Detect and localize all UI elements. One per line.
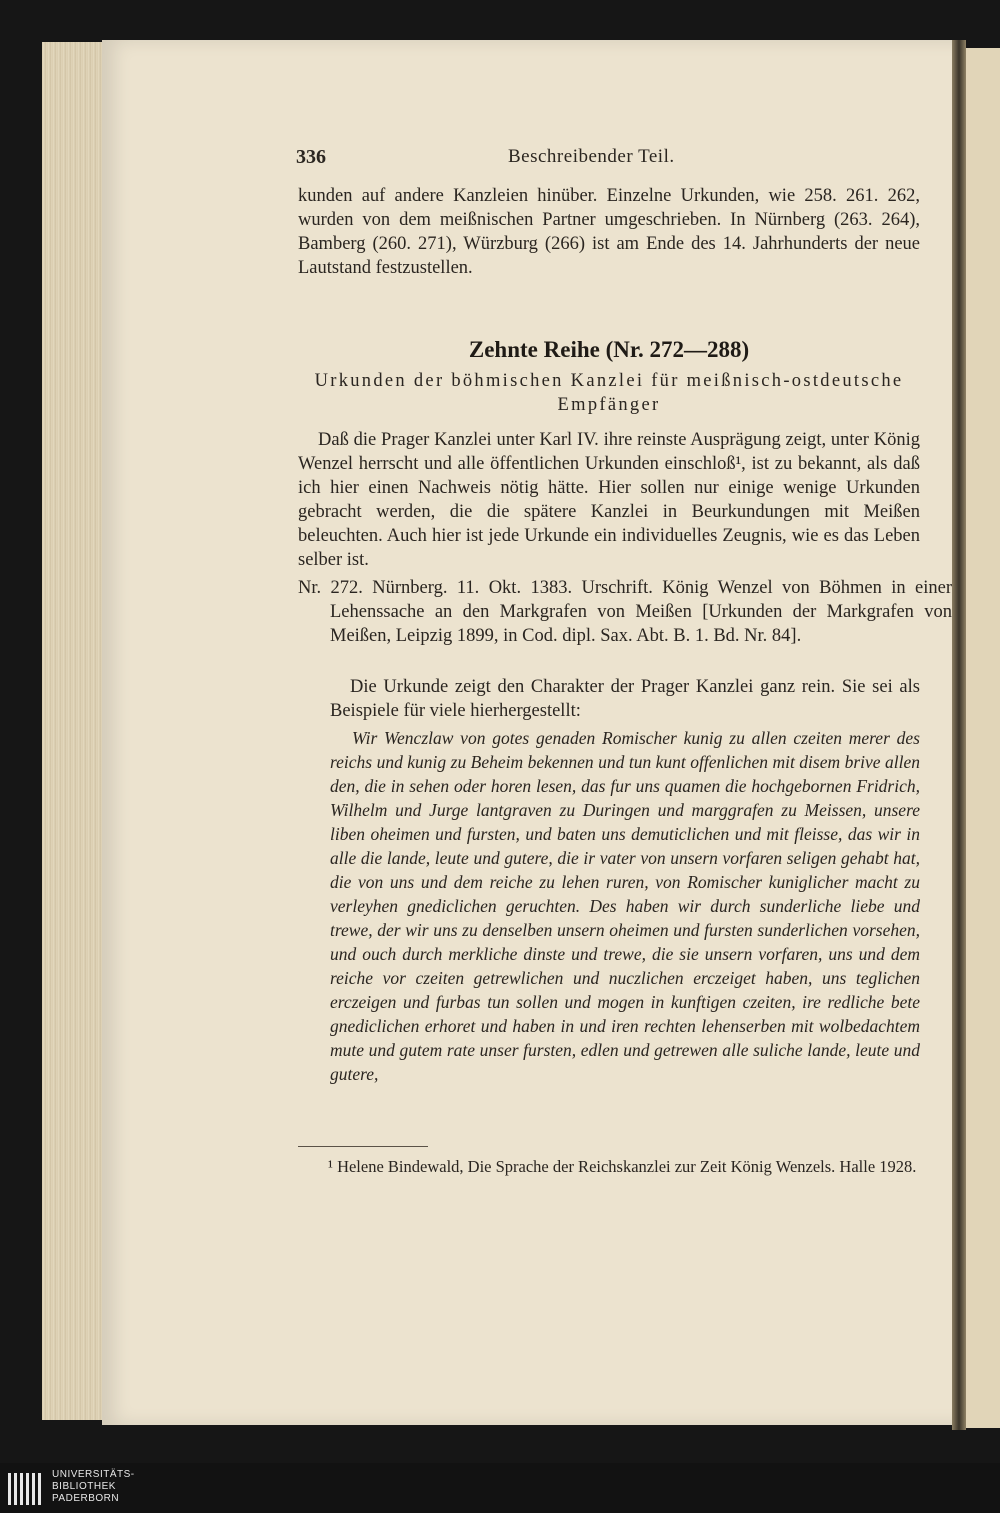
facing-page-edge [962,48,1000,1428]
page-edges [42,42,104,1420]
page-number: 336 [296,146,326,168]
library-name-line-3: PADERBORN [52,1493,120,1504]
section-title: Zehnte Reihe (Nr. 272—288) [468,337,750,362]
running-head: Beschreibender Teil. [508,146,675,167]
book-gutter [952,40,966,1430]
paragraph-continuation: kunden auf andere Kanzleien hinüber. Einzelne Urkunden, wie 258. 261. 262, wurden von dem meißnischen Partner umgeschrieben. In Nürnberg (263. 264), Bamberg (260. 271), Würzburg (266) ist am Ende des 14. Jahrhunderts der neue Lautstand festzustellen. [298,186,920,278]
paragraph-comment: Die Urkunde zeigt den Charakter der Prager Kanzlei ganz rein. Sie sei als Beispiele für viele hierhergestellt: [330,677,920,721]
document-quote: Wir Wenczlaw von gotes genaden Romischer kunig zu allen czeiten merer des reichs und kunig zu Beheim bekennen und tun kunt offenlichen mit disem brive allen den, die in sehen oder horen lesen, das fur uns quamen die hochgebornen Fridrich, Wilhelm und Jurge lantgraven zu Duringen und marggrafen zu Meissen, unsere liben oheimen und fursten, und baten uns demuticlichen und mit fleisse, das wir in alle die lande, leute und gutere, die ir vater von unsern vorfaren seligen gehabt hat, die von uns und dem reiche zu lehen ruren, von Romischer kuniglicher macht zu verleyhen gnediclichen geruchten. Des haben wir durch sunderliche liebe und trewe, der wir uns zu denselben unsern oheimen und fursten sunderlichen vorsehen, und ouch durch merkliche dinste und trewe, die sie unsern vorfaren, uns und dem reiche vor czeiten getrewlichen und nuczlichen erczeiget haben, uns teglichen erczeigen und furbas tun sollen und mogen in kunftigen czeiten, ire redliche bete gnediclichen erhoret und haben in und iren rechten lehenserben mit wolbedachtem mute und gutem rate unser fursten, edlen und getrewen alle suliche lande, leute und gutere, [330,728,920,1084]
entry-272: Nr. 272. Nürnberg. 11. Okt. 1383. Urschrift. König Wenzel von Böhmen in einer Lehenssache an den Markgrafen von Meißen [Urkunden der Markgrafen von Meißen, Leipzig 1899, in Cod. dipl. Sax. Abt. B. 1. Bd. Nr. 84]. [298,578,952,646]
footnote-rule [298,1146,428,1147]
page-header [296,146,926,174]
library-name-line-2: BIBLIOTHEK [52,1481,116,1492]
paragraph-intro: Daß die Prager Kanzlei unter Karl IV. ihre reinste Ausprägung zeigt, unter König Wenzel herrscht und alle öffentlichen Urkunden einschloß¹, ist zu bekannt, als daß ich hier einen Nachweis nötig hätte. Hier sollen nur einige wenige Urkunden gebracht werden, die die spätere Kanzlei in Beurkundungen mit Meißen beleuchten. Auch hier ist jede Urkunde ein individuelles Zeugnis, wie es das Leben selber ist. [298,430,920,570]
library-logo-icon [6,1469,44,1509]
section-subtitle: Urkunden der böhmischen Kanzlei für meißnisch-ostdeutsche Empfänger [314,371,904,415]
footnote: ¹ Helene Bindewald, Die Sprache der Reichskanzlei zur Zeit König Wenzels. Halle 1928. [328,1157,917,1176]
library-footer-bar [0,1463,1000,1513]
library-name [52,1469,135,1505]
library-name-line-1: UNIVERSITÄTS- [52,1469,135,1480]
